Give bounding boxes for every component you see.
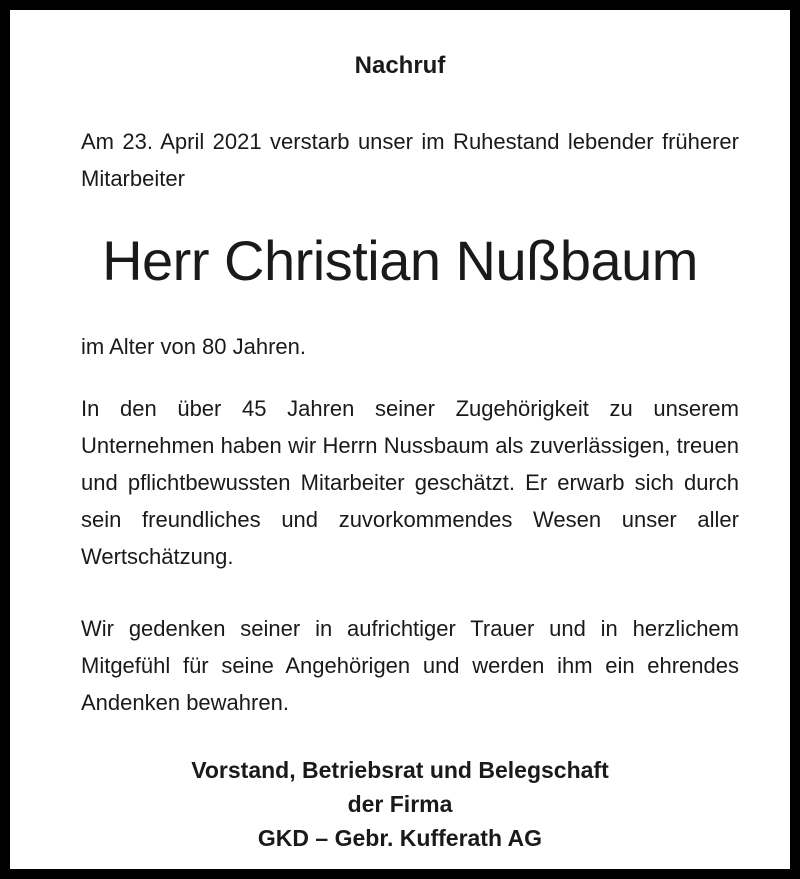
age-line: im Alter von 80 Jahren. <box>81 334 307 359</box>
notice-heading: Nachruf <box>354 52 446 79</box>
signature-block <box>10 753 790 855</box>
tribute-paragraph: In den über 45 Jahren seiner Zugehörigkeit zu unserem Unternehmen haben wir Herrn Nussbaum als zuverlässigen, treuen und pflichtbewussten Mitarbeiter geschätzt. Er erwarb sich durch sein freundliches und zuvorkommendes Wesen unser aller Wertschätzung. <box>81 396 739 569</box>
condolence-paragraph: Wir gedenken seiner in aufrichtiger Trauer und in herzlichem Mitgefühl für seine Angehörigen und werden ihm ein ehrendes Andenken bewahren. <box>81 616 739 715</box>
signature-line-company-name: GKD – Gebr. Kufferath AG <box>257 825 543 851</box>
deceased-name: Herr Christian Nußbaum <box>102 229 698 292</box>
signature-line-company-prefix: der Firma <box>347 791 453 817</box>
intro-paragraph: Am 23. April 2021 verstarb unser im Ruhestand lebender früherer Mitarbeiter <box>81 129 739 191</box>
signature-line-staff: Vorstand, Betriebsrat und Belegschaft <box>191 757 609 783</box>
